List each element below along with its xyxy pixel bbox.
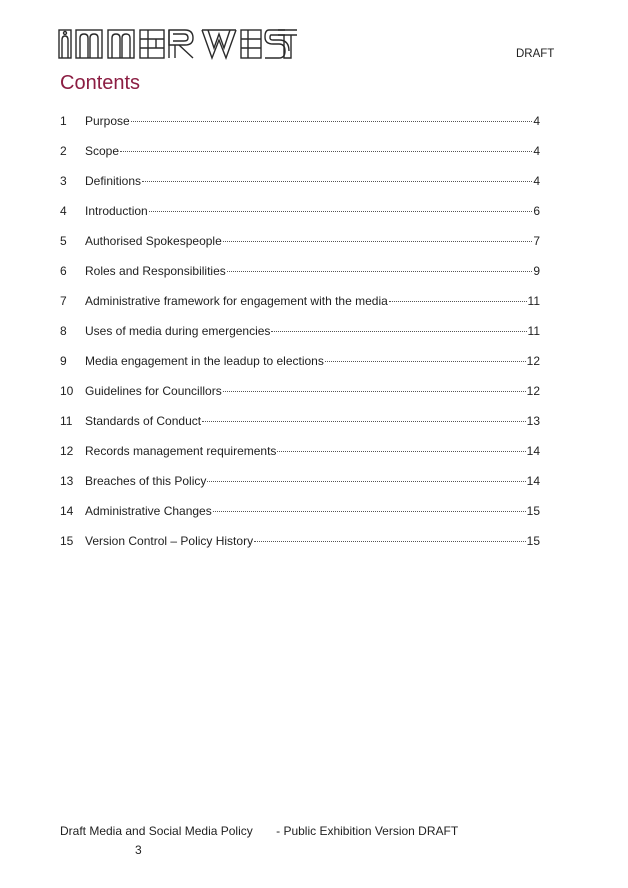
toc-leader — [389, 301, 527, 302]
toc-page[interactable]: 6 — [533, 204, 540, 218]
toc-leader — [131, 121, 533, 122]
toc-entry[interactable] — [60, 474, 540, 504]
toc-page[interactable]: 4 — [533, 174, 540, 188]
toc-leader — [277, 451, 525, 452]
contents-heading: Contents — [60, 72, 141, 94]
toc-entry[interactable] — [60, 294, 540, 324]
toc-number: 14 — [60, 504, 74, 518]
toc-leader — [223, 241, 533, 242]
table-of-contents — [60, 114, 540, 564]
toc-number: 12 — [60, 444, 74, 458]
toc-title[interactable]: Definitions — [85, 174, 142, 188]
toc-title[interactable]: Records management requirements — [85, 444, 277, 458]
toc-number: 9 — [60, 354, 67, 368]
toc-entry[interactable] — [60, 444, 540, 474]
toc-entry[interactable] — [60, 354, 540, 384]
toc-page[interactable]: 4 — [533, 114, 540, 128]
toc-page[interactable]: 12 — [526, 384, 540, 398]
toc-number: 4 — [60, 204, 67, 218]
toc-number: 10 — [60, 384, 74, 398]
toc-page[interactable]: 14 — [526, 474, 540, 488]
toc-entry[interactable] — [60, 324, 540, 354]
toc-number: 3 — [60, 174, 67, 188]
toc-leader — [325, 361, 526, 362]
toc-leader — [254, 541, 526, 542]
toc-title[interactable]: Roles and Responsibilities — [85, 264, 226, 278]
toc-title[interactable]: Administrative framework for engagement with the media — [85, 294, 388, 308]
toc-page[interactable]: 13 — [526, 414, 540, 428]
toc-title[interactable]: Guidelines for Councillors — [85, 384, 222, 398]
toc-leader — [227, 271, 533, 272]
toc-number: 6 — [60, 264, 67, 278]
toc-number: 13 — [60, 474, 74, 488]
footer-page-number: 3 — [135, 843, 142, 857]
toc-entry[interactable] — [60, 204, 540, 234]
toc-number: 8 — [60, 324, 67, 338]
footer-version: - Public Exhibition Version DRAFT — [276, 824, 459, 838]
page-footer — [60, 824, 458, 838]
toc-leader — [142, 181, 532, 182]
toc-number: 2 — [60, 144, 67, 158]
toc-title[interactable]: Purpose — [85, 114, 130, 128]
toc-number: 15 — [60, 534, 74, 548]
toc-entry[interactable] — [60, 174, 540, 204]
toc-entry[interactable] — [60, 234, 540, 264]
toc-leader — [149, 211, 533, 212]
toc-entry[interactable] — [60, 384, 540, 414]
toc-page[interactable]: 11 — [527, 324, 540, 338]
toc-title[interactable]: Breaches of this Policy — [85, 474, 207, 488]
toc-title[interactable]: Standards of Conduct — [85, 414, 202, 428]
toc-leader — [213, 511, 526, 512]
toc-leader — [120, 151, 532, 152]
toc-entry[interactable] — [60, 414, 540, 444]
toc-title[interactable]: Uses of media during emergencies — [85, 324, 271, 338]
toc-entry[interactable] — [60, 504, 540, 534]
toc-leader — [207, 481, 525, 482]
toc-entry[interactable] — [60, 144, 540, 174]
toc-page[interactable]: 12 — [526, 354, 540, 368]
toc-page[interactable]: 4 — [533, 144, 540, 158]
toc-title[interactable]: Authorised Spokespeople — [85, 234, 222, 248]
toc-page[interactable]: 15 — [526, 504, 540, 518]
toc-entry[interactable] — [60, 114, 540, 144]
inner-west-logo — [58, 28, 298, 60]
toc-entry[interactable] — [60, 534, 540, 564]
toc-title[interactable]: Media engagement in the leadup to elections — [85, 354, 324, 368]
toc-title[interactable]: Scope — [85, 144, 120, 158]
toc-page[interactable]: 14 — [526, 444, 540, 458]
toc-title[interactable]: Introduction — [85, 204, 148, 218]
toc-number: 7 — [60, 294, 67, 308]
toc-page[interactable]: 15 — [526, 534, 540, 548]
toc-leader — [202, 421, 526, 422]
draft-label: DRAFT — [516, 48, 555, 60]
toc-title[interactable]: Version Control – Policy History — [85, 534, 254, 548]
toc-leader — [271, 331, 526, 332]
toc-entry[interactable] — [60, 264, 540, 294]
footer-document-title: Draft Media and Social Media Policy — [60, 824, 253, 838]
toc-number: 1 — [60, 114, 67, 128]
toc-title[interactable]: Administrative Changes — [85, 504, 212, 518]
toc-page[interactable]: 7 — [533, 234, 540, 248]
toc-number: 5 — [60, 234, 67, 248]
toc-leader — [223, 391, 526, 392]
toc-number: 11 — [60, 414, 73, 428]
toc-page[interactable]: 11 — [527, 294, 540, 308]
toc-page[interactable]: 9 — [533, 264, 540, 278]
